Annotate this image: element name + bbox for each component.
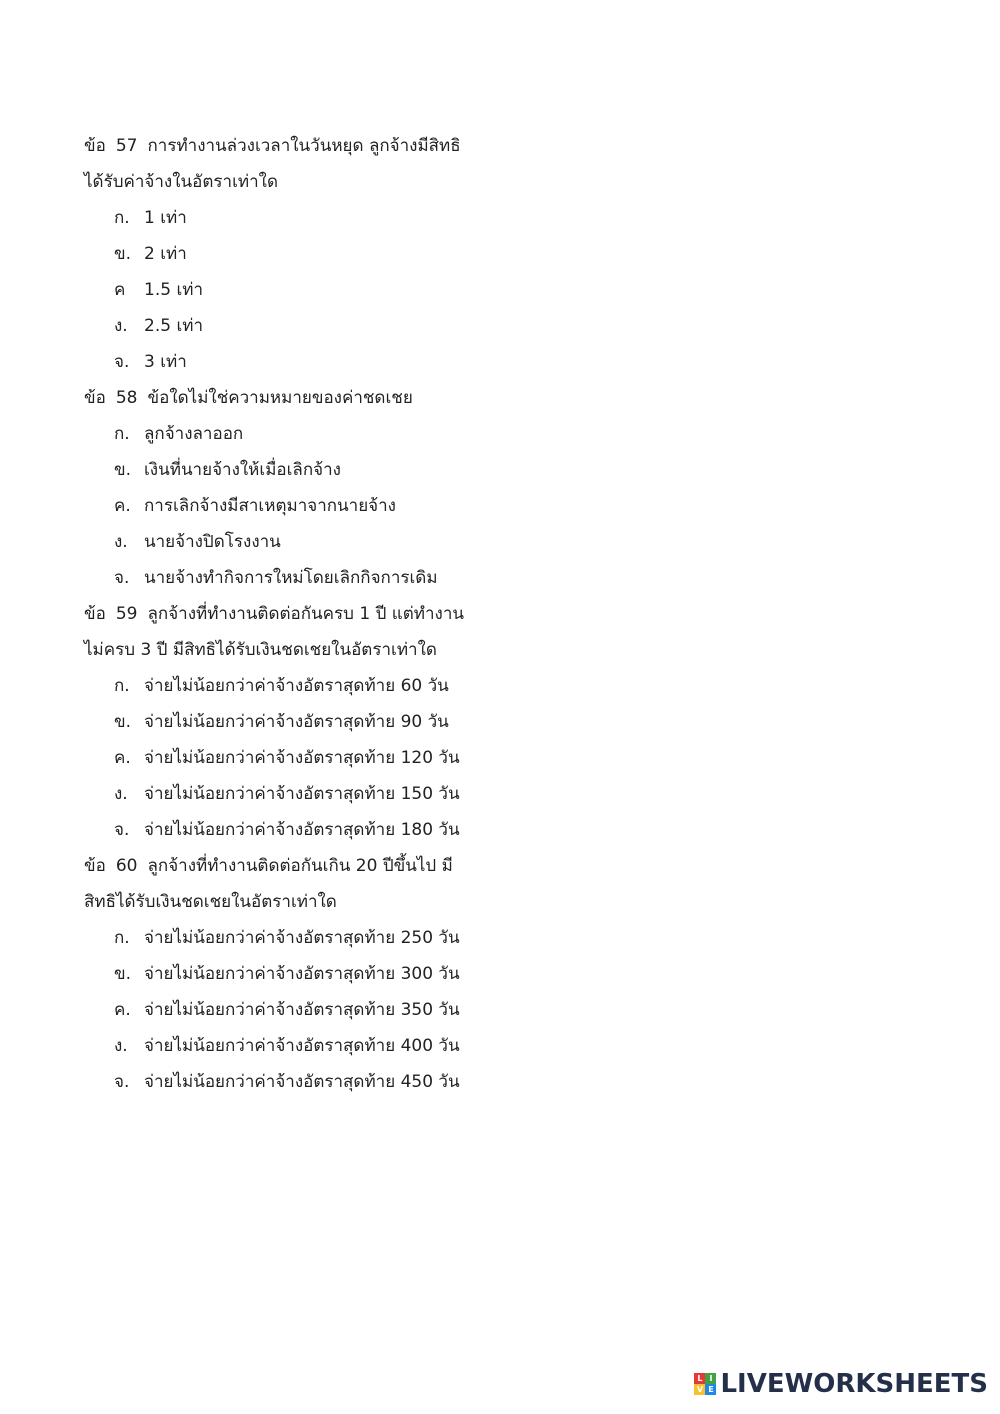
answer-option[interactable] — [84, 1028, 504, 1064]
option-text: 3 เท่า — [144, 352, 187, 372]
question-prefix: ข้อ — [84, 388, 106, 408]
question-header — [84, 128, 504, 164]
option-letter: ง. — [114, 532, 128, 552]
question-text: ข้อใดไม่ใช่ความหมายของค่าชดเชย — [147, 388, 413, 408]
option-letter: ง. — [114, 784, 128, 804]
option-letter: ข. — [114, 712, 132, 732]
answer-option[interactable] — [84, 812, 504, 848]
question-number: 59 — [115, 604, 138, 624]
answer-option[interactable] — [84, 992, 504, 1028]
answer-option[interactable] — [84, 920, 504, 956]
answer-option[interactable] — [84, 308, 504, 344]
option-letter: ง. — [114, 1036, 128, 1056]
answer-option[interactable] — [84, 524, 504, 560]
answer-option[interactable] — [84, 740, 504, 776]
option-text: จ่ายไม่น้อยกว่าค่าจ้างอัตราสุดท้าย 350 วัน — [144, 1000, 460, 1020]
option-text: 1 เท่า — [144, 208, 187, 228]
question-text-continued: ได้รับค่าจ้างในอัตราเท่าใด — [84, 172, 278, 192]
option-text: จ่ายไม่น้อยกว่าค่าจ้างอัตราสุดท้าย 300 วัน — [144, 964, 460, 984]
option-text: จ่ายไม่น้อยกว่าค่าจ้างอัตราสุดท้าย 120 วัน — [144, 748, 460, 768]
logo-mark-letter: E — [705, 1384, 716, 1395]
question-text: ลูกจ้างที่ทำงานติดต่อกันเกิน 20 ปีขึ้นไป มี — [147, 856, 453, 876]
question-number: 58 — [115, 388, 138, 408]
option-text: ลูกจ้างลาออก — [144, 424, 244, 444]
question-text: ลูกจ้างที่ทำงานติดต่อกันครบ 1 ปี แต่ทำงาน — [147, 604, 465, 624]
option-letter: จ. — [114, 352, 130, 372]
option-text: จ่ายไม่น้อยกว่าค่าจ้างอัตราสุดท้าย 150 วัน — [144, 784, 460, 804]
option-text: 2.5 เท่า — [144, 316, 204, 336]
question-prefix: ข้อ — [84, 856, 106, 876]
option-letter: จ. — [114, 1072, 130, 1092]
logo-mark-letter: I — [705, 1373, 716, 1384]
option-letter: จ. — [114, 568, 130, 588]
logo-mark-icon — [694, 1373, 716, 1395]
option-letter: ข. — [114, 244, 132, 264]
answer-option[interactable] — [84, 956, 504, 992]
answer-option[interactable] — [84, 668, 504, 704]
question-header — [84, 596, 504, 632]
logo-mark-letter: L — [694, 1373, 705, 1384]
question-header — [84, 380, 504, 416]
option-letter: ก. — [114, 928, 130, 948]
answer-option[interactable] — [84, 416, 504, 452]
option-text: จ่ายไม่น้อยกว่าค่าจ้างอัตราสุดท้าย 180 วัน — [144, 820, 460, 840]
logo-mark-letter: V — [694, 1384, 705, 1395]
question-text-continued: ไม่ครบ 3 ปี มีสิทธิได้รับเงินชดเชยในอัตราเท่าใด — [84, 640, 437, 660]
option-text: จ่ายไม่น้อยกว่าค่าจ้างอัตราสุดท้าย 90 วัน — [144, 712, 449, 732]
question-number: 57 — [115, 136, 138, 156]
question-prefix: ข้อ — [84, 136, 106, 156]
question-58 — [84, 380, 504, 596]
question-number: 60 — [115, 856, 138, 876]
liveworksheets-logo — [694, 1364, 988, 1404]
option-letter: ก. — [114, 208, 130, 228]
option-letter: ง. — [114, 316, 128, 336]
option-letter: ค. — [114, 1000, 131, 1020]
option-text: จ่ายไม่น้อยกว่าค่าจ้างอัตราสุดท้าย 250 วัน — [144, 928, 460, 948]
option-letter: ก. — [114, 676, 130, 696]
option-text: การเลิกจ้างมีสาเหตุมาจากนายจ้าง — [144, 496, 396, 516]
answer-option[interactable] — [84, 704, 504, 740]
answer-option[interactable] — [84, 1064, 504, 1100]
option-letter: จ. — [114, 820, 130, 840]
option-text: 1.5 เท่า — [144, 280, 204, 300]
answer-option[interactable] — [84, 344, 504, 380]
option-text: 2 เท่า — [144, 244, 187, 264]
answer-option[interactable] — [84, 488, 504, 524]
question-text-continued: สิทธิได้รับเงินชดเชยในอัตราเท่าใด — [84, 892, 337, 912]
answer-option[interactable] — [84, 272, 504, 308]
answer-option[interactable] — [84, 236, 504, 272]
logo-text: LIVEWORKSHEETS — [720, 1369, 988, 1399]
answer-option[interactable] — [84, 200, 504, 236]
option-letter: ค. — [114, 748, 131, 768]
option-text: จ่ายไม่น้อยกว่าค่าจ้างอัตราสุดท้าย 60 วัน — [144, 676, 449, 696]
question-header — [84, 848, 504, 884]
option-letter: ข. — [114, 964, 132, 984]
worksheet — [84, 128, 504, 1100]
answer-option[interactable] — [84, 452, 504, 488]
question-prefix: ข้อ — [84, 604, 106, 624]
question-59 — [84, 596, 504, 848]
question-text: การทำงานล่วงเวลาในวันหยุด ลูกจ้างมีสิทธิ — [147, 136, 461, 156]
option-text: จ่ายไม่น้อยกว่าค่าจ้างอัตราสุดท้าย 400 วัน — [144, 1036, 460, 1056]
option-text: จ่ายไม่น้อยกว่าค่าจ้างอัตราสุดท้าย 450 วัน — [144, 1072, 460, 1092]
option-letter: ข. — [114, 460, 132, 480]
question-57 — [84, 128, 504, 380]
option-text: นายจ้างปิดโรงงาน — [144, 532, 281, 552]
answer-option[interactable] — [84, 776, 504, 812]
option-letter: ค. — [114, 496, 131, 516]
option-letter: ก. — [114, 424, 130, 444]
question-60 — [84, 848, 504, 1100]
option-text: นายจ้างทำกิจการใหม่โดยเลิกกิจการเดิม — [144, 568, 438, 588]
answer-option[interactable] — [84, 560, 504, 596]
option-letter: ค — [114, 280, 126, 300]
option-text: เงินที่นายจ้างให้เมื่อเลิกจ้าง — [144, 460, 341, 480]
